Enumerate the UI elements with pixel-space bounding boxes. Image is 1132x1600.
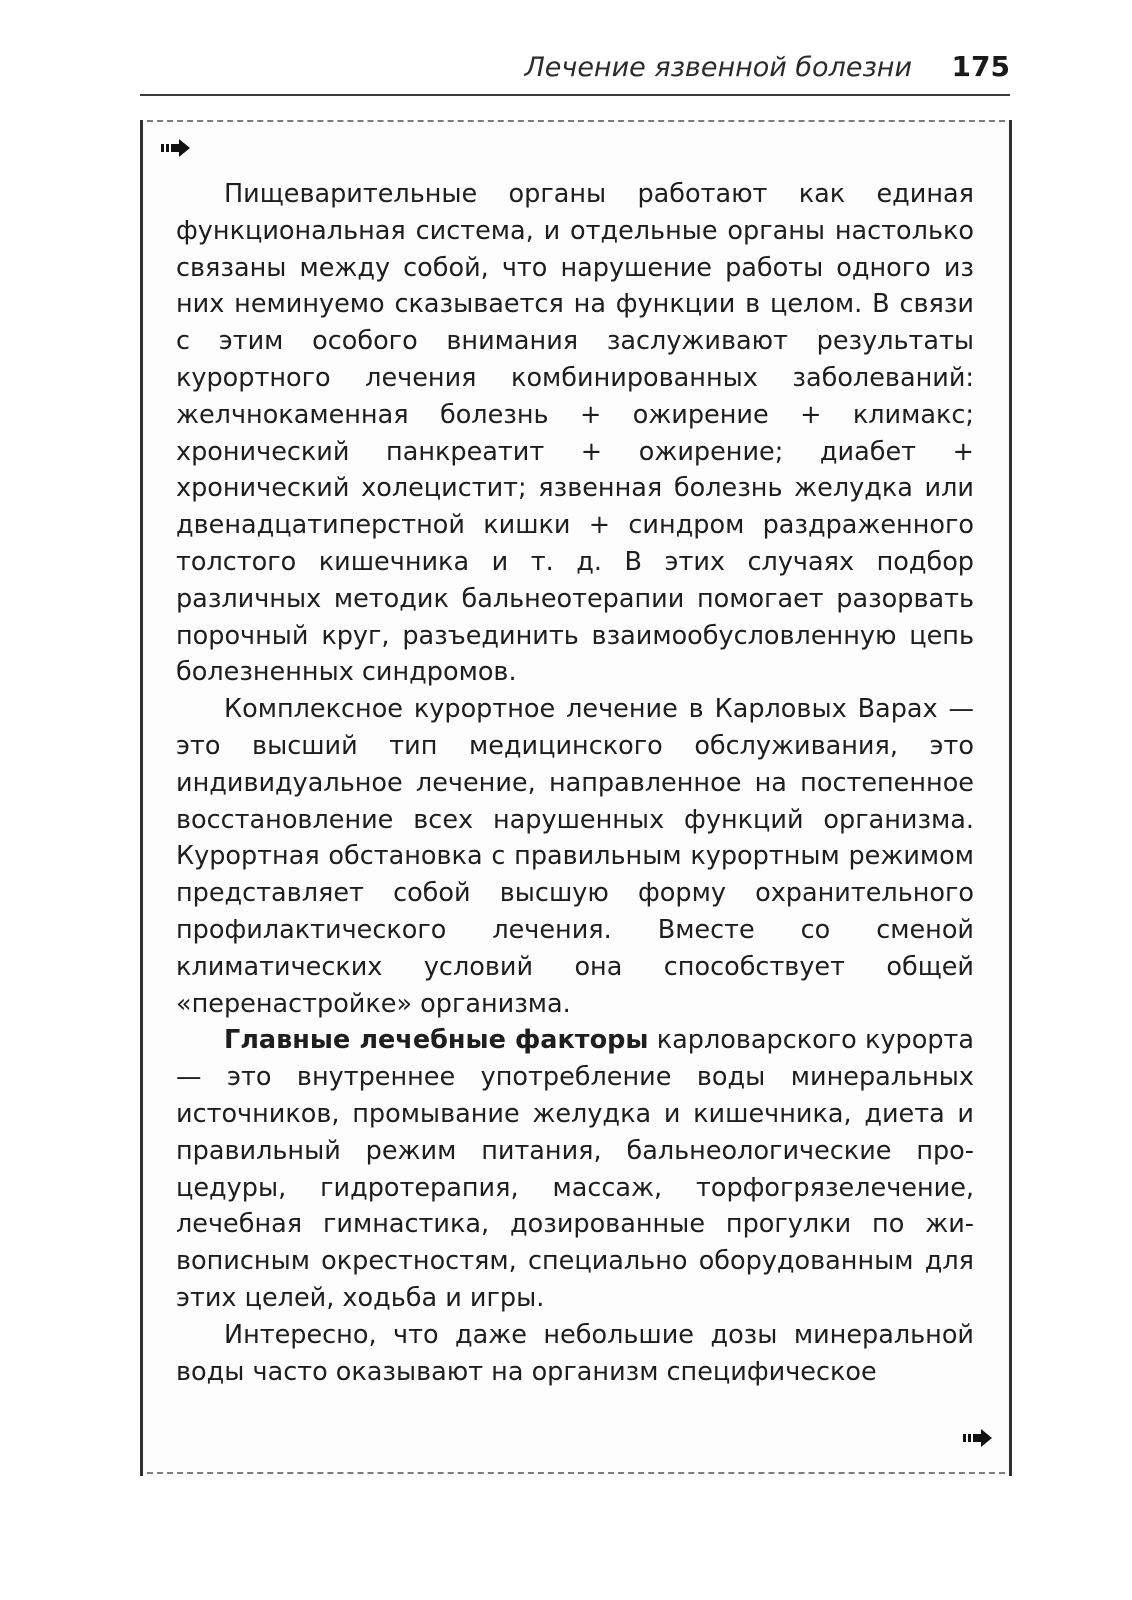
paragraph <box>176 1317 974 1391</box>
arrow-right-icon <box>963 1428 993 1448</box>
paragraph-text: Пищеварительные органы работают как единая функциональная система, и отдельные органы настолько связаны между собой, что нарушение работы одного из них неминуемо сказывается на функции в целом. В связи с этим особого внимания заслуживают результаты курортного лечения комбинированных заболеваний: желчнокаменная болезнь + ожирение + климакс; хронический панкреатит + ожирение; диабет + хронический холецистит; язвенная болезнь желудка или двенадцатиперстной кишки + синдром раздраженного толстого кишечника и т. д. В этих случаях подбор различных методик бальнеотерапии помогает разорвать порочный круг, разъединить взаимообусловленную цепь болезненных синдромов. <box>176 179 974 688</box>
arrow-right-icon <box>161 138 191 158</box>
running-header <box>140 44 1010 96</box>
paragraph-text: карловарского курорта — это внутреннее употребление воды минеральных источников, промывание желудка и кишечника, диета и правильный режим питания, бальнеологические процедуры, гидротерапия, массаж, торфогрязелечение, лечебная гимнастика, дозированные прогулки по живописным окрестностям, специально оборудованным для этих целей, ходьба и игры. <box>176 1025 974 1313</box>
page-number: 175 <box>951 50 1010 83</box>
paragraph <box>176 176 974 691</box>
paragraph-text: Интересно, что даже небольшие дозы минеральной воды часто оказывают на организм специфическое <box>176 1319 974 1387</box>
paragraph-text: Комплексное курортное лечение в Карловых Варах — это высший тип медицинского обслуживания, это индивидуальное лечение, направленное на постепенное восстановление всех нарушенных функций организма. Курортная обстановка с правильным курортным режимом представляет собой высшую форму охранительного профилактического лечения. Вместе со сменой климатических условий она способствует общей «перенастройке» организма. <box>176 694 974 1019</box>
sidebar-box <box>140 120 1012 1476</box>
chapter-title: Лечение язвенной болезни <box>524 52 912 83</box>
bold-term: Главные лечебные факторы <box>224 1025 649 1056</box>
paragraph <box>176 1022 974 1316</box>
paragraph <box>176 691 974 1022</box>
body-text <box>176 176 974 1390</box>
